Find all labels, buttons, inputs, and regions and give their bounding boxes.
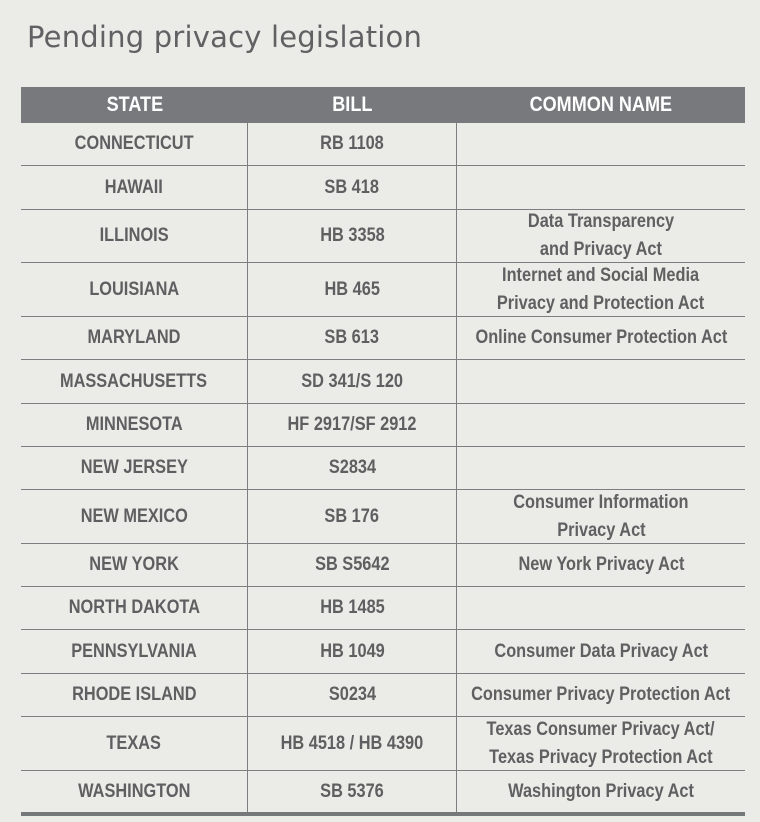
table-row	[21, 674, 745, 717]
common-name-line-2: and Privacy Act	[539, 239, 663, 260]
cell-bill: S0234	[248, 674, 457, 716]
cell-bill: S2834	[248, 447, 457, 489]
cell-state: NEW YORK	[21, 544, 248, 586]
cell-state: TEXAS	[21, 717, 248, 770]
cell-common-name	[457, 674, 745, 716]
table-row	[21, 404, 745, 447]
table-header	[21, 87, 745, 123]
page-title: Pending privacy legislation	[27, 20, 423, 54]
cell-bill: SD 341/S 120	[248, 360, 457, 403]
common-name-line-1: Consumer Data Privacy Act	[494, 640, 708, 662]
cell-bill: SB 176	[248, 490, 457, 543]
table-row	[21, 317, 745, 360]
common-name-line-1: Consumer Information	[513, 491, 689, 513]
cell-state: CONNECTICUT	[21, 123, 248, 165]
cell-state: NEW MEXICO	[21, 490, 248, 543]
cell-common-name	[457, 587, 745, 629]
cell-common-name	[457, 771, 745, 812]
cell-common-name	[457, 210, 745, 262]
header-common-name: COMMON NAME	[529, 93, 673, 116]
table-row	[21, 210, 745, 263]
common-name-line-2: Texas Privacy Protection Act	[489, 746, 713, 768]
legislation-table	[21, 87, 745, 816]
cell-state: MINNESOTA	[21, 404, 248, 446]
cell-common-name	[457, 630, 745, 673]
cell-bill: SB 418	[248, 166, 457, 209]
table-row	[21, 166, 745, 210]
table-row	[21, 630, 745, 674]
header-state: STATE	[106, 93, 163, 116]
cell-bill: SB 613	[248, 317, 457, 359]
cell-common-name	[457, 263, 745, 316]
table-row	[21, 447, 745, 490]
cell-common-name	[457, 317, 745, 359]
table-row	[21, 360, 745, 404]
cell-state: MARYLAND	[21, 317, 248, 359]
cell-bill: RB 1108	[248, 123, 457, 165]
table-body	[21, 123, 745, 816]
cell-state: HAWAII	[21, 166, 248, 209]
cell-common-name	[457, 717, 745, 770]
cell-common-name	[457, 123, 745, 165]
cell-common-name	[457, 360, 745, 403]
cell-state: LOUISIANA	[21, 263, 248, 316]
common-name-line-2: Privacy and Protection Act	[497, 292, 705, 314]
cell-state: WASHINGTON	[21, 771, 248, 812]
table-row	[21, 717, 745, 771]
cell-bill: HB 4518 / HB 4390	[248, 717, 457, 770]
table-row	[21, 544, 745, 587]
cell-state: NORTH DAKOTA	[21, 587, 248, 629]
cell-bill: HB 3358	[248, 210, 457, 262]
cell-common-name	[457, 490, 745, 543]
cell-state: PENNSYLVANIA	[21, 630, 248, 673]
common-name-line-1: Texas Consumer Privacy Act/	[487, 718, 715, 740]
table-row	[21, 123, 745, 166]
header-bill: BILL	[332, 93, 373, 116]
cell-bill: HB 1485	[248, 587, 457, 629]
cell-state: ILLINOIS	[21, 210, 248, 262]
cell-common-name	[457, 447, 745, 489]
common-name-line-1: Washington Privacy Act	[508, 780, 694, 802]
cell-bill: HB 465	[248, 263, 457, 316]
common-name-line-1: Consumer Privacy Protection Act	[471, 684, 731, 705]
cell-state: MASSACHUSETTS	[21, 360, 248, 403]
table-row	[21, 587, 745, 630]
table-row	[21, 771, 745, 816]
table-row	[21, 490, 745, 544]
cell-common-name	[457, 166, 745, 209]
cell-common-name	[457, 544, 745, 586]
common-name-line-1: Online Consumer Protection Act	[475, 327, 727, 348]
cell-bill: SB S5642	[248, 544, 457, 586]
common-name-line-1: Data Transparency	[527, 211, 675, 232]
common-name-line-1: New York Privacy Act	[518, 554, 684, 575]
common-name-line-1: Internet and Social Media	[502, 264, 700, 286]
table-row	[21, 263, 745, 317]
cell-state: NEW JERSEY	[21, 447, 248, 489]
cell-common-name	[457, 404, 745, 446]
common-name-line-2: Privacy Act	[556, 519, 646, 541]
cell-bill: SB 5376	[248, 771, 457, 812]
cell-bill: HB 1049	[248, 630, 457, 673]
cell-state: RHODE ISLAND	[21, 674, 248, 716]
cell-bill: HF 2917/SF 2912	[248, 404, 457, 446]
